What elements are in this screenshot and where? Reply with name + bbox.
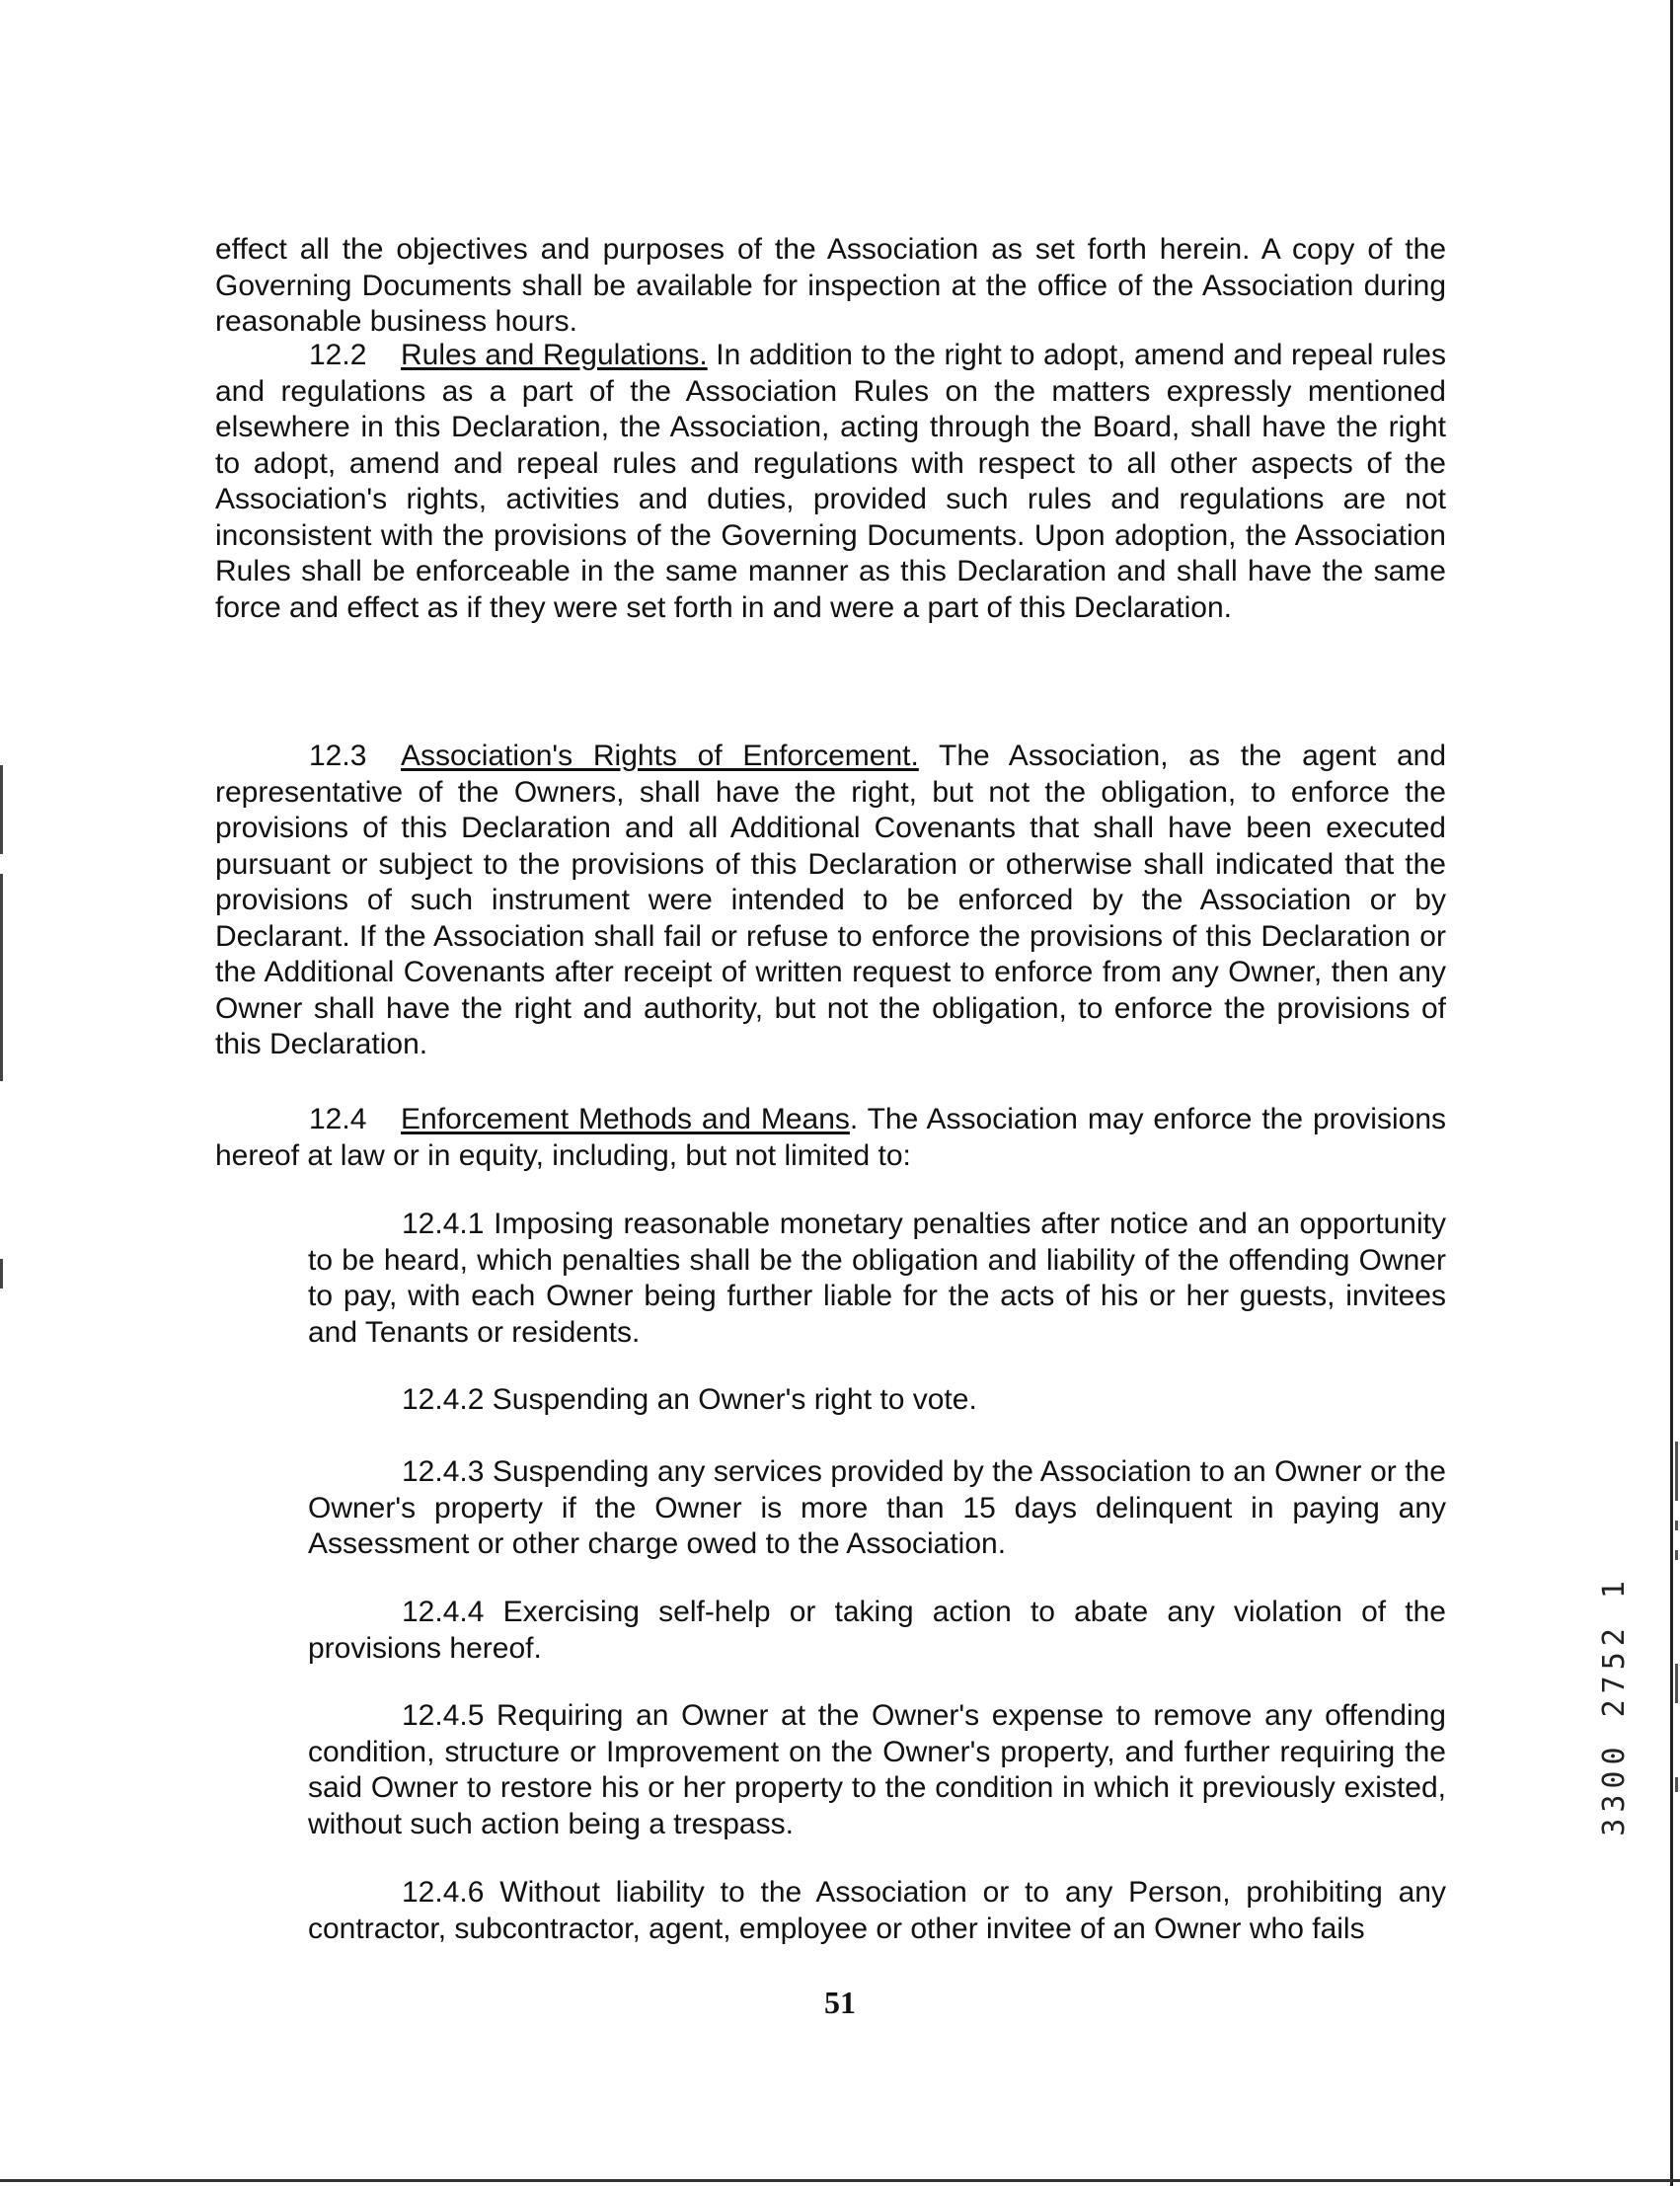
scan-mark-right [1675,1442,1678,1501]
paragraph-intro-text: effect all the objectives and purposes of the Association as set forth herein. A copy of the Governing Documents shall be available for inspection at the office of the Association during reasonable business hours. [215,233,1446,338]
section-12-4 [215,1102,1446,1174]
scan-mark-right [1675,1777,1678,1792]
scan-mark-right [1675,1521,1678,1530]
section-12-2 [215,338,1446,626]
scan-mark-right [1675,1550,1678,1560]
section-12-4-6 [308,1875,1446,1947]
scan-border-bottom [0,2179,1680,2182]
section-12-4-4 [308,1595,1446,1667]
section-12-3-number: 12.3 [309,740,367,772]
document-stamp-text: 3300 2752 1 [1597,1575,1632,1836]
scan-mark-right [1675,1664,1678,1703]
scan-mark-left [0,765,3,854]
scan-mark-left [0,1259,3,1288]
section-12-2-number: 12.2 [309,339,367,371]
section-12-4-1-text: Imposing reasonable monetary penalties after notice and an opportunity to be heard, which penalties shall be the obligation and liability of the offending Owner to pay, with each Owner being further liable for the acts of his or her guests, invitees and Tenants or residents. [308,1208,1446,1349]
section-12-4-6-text: Without liability to the Association or to any Person, prohibiting any contractor, subcontractor, agent, employee or other invitee of an Owner who fails [308,1876,1446,1945]
document-stamp [1597,1575,1637,1851]
section-12-4-4-number: 12.4.4 [402,1596,485,1628]
section-12-3-heading: Association's Rights of Enforcement. [401,740,919,772]
section-12-3-text: The Association, as the agent and representative of the Owners, shall have the right, but not the obligation, to enforce the provisions of this Declaration and all Additional Covenants that shall have been executed pursuant or subject to the provisions of this Declaration or otherwise shall indicated that the provisions of such instrument were intended to be enforced by the Association or by Declarant. If the Association shall fail or refuse to enforce the provisions of this Declaration or the Additional Covenants after receipt of written request to enforce from any Owner, then any Owner shall have the right and authority, but not the obligation, to enforce the provisions of this Declaration. [215,740,1447,1060]
section-12-4-2-text: Suspending an Owner's right to vote. [492,1383,977,1416]
section-12-4-1 [308,1207,1446,1351]
section-12-4-text: . The Association may enforce the provisions hereof at law or in equity, including, but not limited to: [215,1103,1447,1172]
section-12-4-1-number: 12.4.1 [402,1208,485,1240]
section-12-2-text: In addition to the right to adopt, amend and repeal rules and regulations as a part of the Association Rules on the matters expressly mentioned elsewhere in this Declaration, the Association, acting through the Board, shall have the right to adopt, amend and repeal rules and regulations with respect to all other aspects of the Association's rights, activities and duties, provided such rules and regulations are not inconsistent with the provisions of the Governing Documents. Upon adoption, the Association Rules shall be enforceable in the same manner as this Declaration and shall have the same force and effect as if they were set forth in and were a part of this Declaration. [215,339,1446,624]
section-12-4-heading: Enforcement Methods and Means [401,1103,850,1135]
section-12-4-number: 12.4 [309,1103,367,1135]
page-number: 51 [824,1985,856,2020]
section-12-4-6-number: 12.4.6 [402,1876,485,1909]
section-12-4-3-text: Suspending any services provided by the Association to an Owner or the Owner's property if the Owner is more than 15 days delinquent in paying any Assessment or other charge owed to the Association. [308,1455,1446,1560]
section-12-4-5 [308,1698,1446,1842]
scan-mark-left [0,874,3,1081]
scan-border-right [1670,0,1673,2186]
section-12-3 [215,739,1446,1063]
section-12-4-3 [308,1454,1446,1563]
section-12-2-heading: Rules and Regulations. [401,339,708,371]
section-12-4-3-number: 12.4.3 [402,1455,485,1488]
section-12-4-2-number: 12.4.2 [402,1383,485,1416]
section-12-4-5-text: Requiring an Owner at the Owner's expense to remove any offending condition, structure or Improvement on the Owner's property, and further requiring the said Owner to restore his or her property to the condition in which it previously existed, without such action being a trespass. [308,1699,1446,1840]
section-12-4-2 [308,1382,1446,1419]
paragraph-intro [215,232,1446,341]
section-12-4-4-text: Exercising self-help or taking action to abate any violation of the provisions hereof. [308,1596,1446,1665]
section-12-4-5-number: 12.4.5 [402,1699,485,1732]
